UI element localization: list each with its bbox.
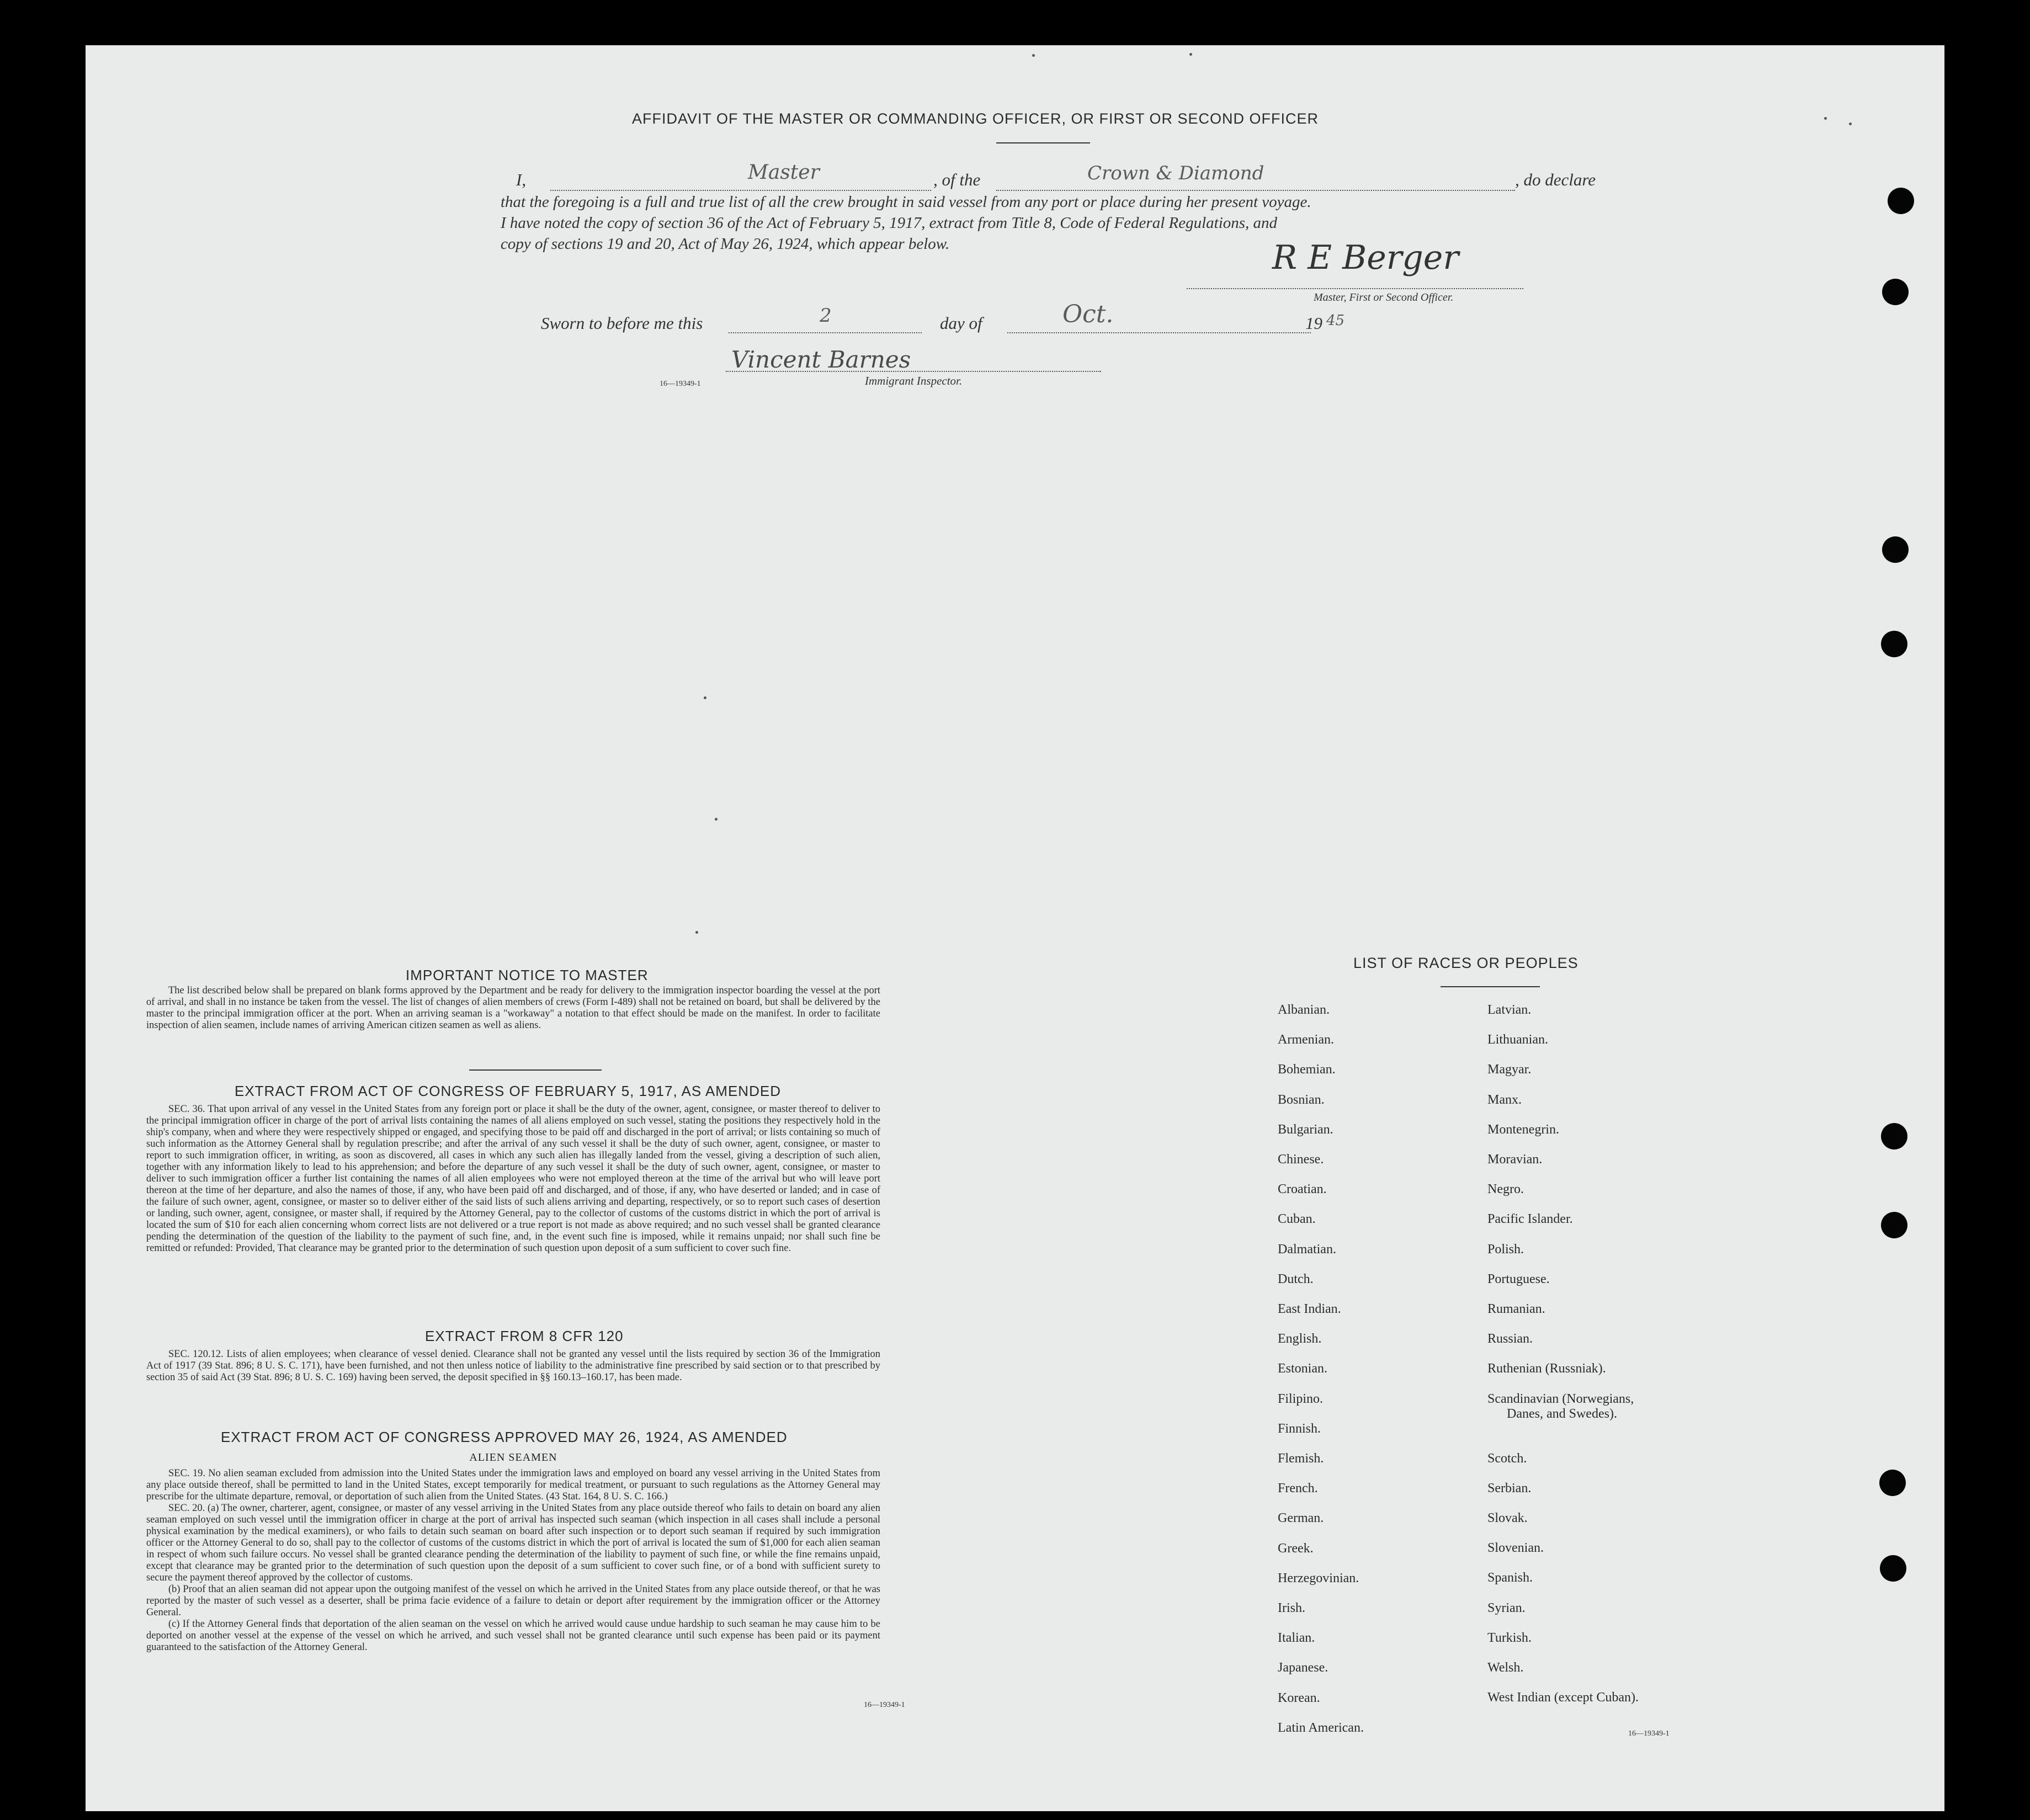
race-item: English. xyxy=(1278,1332,1322,1347)
year-prefix: 19 xyxy=(1305,313,1322,333)
sworn-month-handwritten: Oct. xyxy=(1062,300,1114,328)
race-item: Greek. xyxy=(1278,1541,1314,1556)
race-item: Syrian. xyxy=(1487,1600,1526,1615)
race-item: Slovenian. xyxy=(1487,1541,1544,1556)
races-title: LIST OF RACES OR PEOPLES xyxy=(1353,955,1579,971)
race-item: Pacific Islander. xyxy=(1487,1212,1573,1227)
notice-divider xyxy=(469,1069,602,1071)
race-item: Dalmatian. xyxy=(1278,1242,1336,1257)
race-item: Bulgarian. xyxy=(1278,1122,1333,1137)
form-number-bottom-right: 16—19349-1 xyxy=(1628,1729,1670,1738)
race-item: Spanish. xyxy=(1487,1571,1533,1585)
scan-speck xyxy=(715,818,718,821)
race-item: Welsh. xyxy=(1487,1661,1524,1675)
master-handwritten: Master xyxy=(748,161,820,184)
race-item: Russian. xyxy=(1487,1332,1533,1347)
title-divider xyxy=(996,142,1090,143)
race-item: Albanian. xyxy=(1278,1003,1330,1017)
race-item: Irish. xyxy=(1278,1601,1305,1615)
race-item: Bosnian. xyxy=(1278,1092,1325,1107)
affidavit-title: AFFIDAVIT OF THE MASTER OR COMMANDING OFFICER, OR FIRST OR SECOND OFFICER xyxy=(632,110,1319,127)
inspector-signature: Vincent Barnes xyxy=(731,346,911,373)
scan-speck xyxy=(1032,54,1035,57)
race-item: Korean. xyxy=(1278,1690,1320,1705)
name-underline xyxy=(550,190,931,191)
vessel-name-handwritten: Crown & Diamond xyxy=(1087,162,1264,184)
punch-hole xyxy=(1880,1555,1906,1582)
race-item: Chinese. xyxy=(1278,1152,1324,1167)
race-item: Dutch. xyxy=(1278,1271,1314,1286)
inspector-underline xyxy=(726,371,1101,372)
race-item: Herzegovinian. xyxy=(1278,1571,1359,1585)
extract-8cfr-text xyxy=(146,1349,880,1383)
extract-8cfr-title: EXTRACT FROM 8 CFR 120 xyxy=(425,1328,624,1344)
punch-hole xyxy=(1881,1123,1907,1150)
race-item: Filipino. xyxy=(1278,1391,1324,1406)
race-item: Lithuanian. xyxy=(1487,1033,1548,1047)
notice-title: IMPORTANT NOTICE TO MASTER xyxy=(406,967,649,983)
race-item: Estonian. xyxy=(1278,1361,1327,1376)
race-item: West Indian (except Cuban). xyxy=(1487,1690,1639,1705)
notice-text xyxy=(146,985,880,1031)
day-underline xyxy=(729,332,922,333)
race-item: Italian. xyxy=(1278,1631,1315,1646)
race-item: Croatian. xyxy=(1278,1182,1327,1197)
race-item: Scandinavian (Norwegians, xyxy=(1487,1391,1634,1406)
section-120-paragraph: SEC. 120.12. Lists of alien employees; when clearance of vessel denied. Clearance shall not be granted any vessel until the lists required by section 36 of the Immigration Act of 1917 (39 Stat. 896; 8 U. S. C. 171), have been furnished, and not then unless notice of liability to the administrative fine prescribed by said section or to that prescribed by section 35 of said Act (39 Stat. 896; 8 U. S. C. 169) having been served, the deposit specified in §§ 160.13–160.17, has been made. xyxy=(146,1349,880,1383)
of-the-text: , of the xyxy=(933,170,981,189)
race-item: Latin American. xyxy=(1278,1720,1364,1735)
section-36-paragraph: SEC. 36. That upon arrival of any vessel in the United States from any foreign port or place it shall be the duty of the owner, agent, consignee, or master thereof to deliver to the principal immigration officer in charge of the port of arrival lists containing the names of all aliens employed on such vessel, stating the positions they respectively hold in the ship's company, when and where they were respectively shipped or engaged, and specifying those to be paid off and discharged in the port of arrival; or lists containing so much of such information as the Attorney General shall by regulation prescribe; and after the arrival of any such vessel it shall be the duty of such owner, agent, consignee, or master to report to such immigration officer, in writing, as soon as discovered, all cases in which any such alien has illegally landed from the vessel, giving a description of such alien, together with any information likely to lead to his apprehension; and before the departure of any such vessel it shall be the duty of such owner, agent, consignee, or master to deliver to such immigration officer a further list containing the names of all alien employees who were not employed thereon at the time of the arrival but who will leave port thereon at the time of her departure, and also the names of those, if any, who have been paid off and discharged, and of those, if any, who have deserted or landed; and in case of the failure of such owner, agent, consignee, or master so to deliver either of the said lists of such aliens arriving and departing, respectively, or so to report such cases of desertion or landing, such owner, agent, consignee, or master shall, if required by the Attorney General, pay to the collector of customs of the customs district in which the port of arrival is located the sum of $10 for each alien concerning whom correct lists are not delivered or a true report is not made as above required; and no such vessel shall be granted clearance pending the determination of the question of the liability to the payment of such fine, and, in the event such fine is imposed, while it remains unpaid; nor shall such fine be remitted or refunded: Provided, That clearance may be granted prior to the determination of such question upon deposit of a sum sufficient to cover such fine. xyxy=(146,1104,880,1254)
race-item: Japanese. xyxy=(1278,1661,1328,1675)
race-item: Manx. xyxy=(1487,1092,1522,1107)
inspector-caption: Immigrant Inspector. xyxy=(865,374,963,387)
affidavit-i: I, xyxy=(516,170,527,189)
extract-1924-text xyxy=(146,1468,880,1653)
sworn-prefix: Sworn to before me this xyxy=(541,313,703,333)
punch-hole xyxy=(1882,279,1909,305)
race-item: Scotch. xyxy=(1487,1451,1527,1466)
scan-speck xyxy=(1824,117,1827,120)
punch-hole xyxy=(1881,1212,1907,1238)
race-item: Polish. xyxy=(1487,1242,1524,1257)
race-item: French. xyxy=(1278,1481,1318,1496)
day-of-text: day of xyxy=(940,313,982,333)
race-item: Negro. xyxy=(1487,1182,1524,1197)
race-item: Portuguese. xyxy=(1487,1271,1550,1286)
races-divider xyxy=(1441,986,1540,987)
race-item: East Indian. xyxy=(1278,1302,1341,1316)
signer-caption: Master, First or Second Officer. xyxy=(1314,291,1454,304)
master-signature: R E Berger xyxy=(1272,238,1459,277)
race-item: Montenegrin. xyxy=(1487,1122,1559,1137)
form-number-top: 16—19349-1 xyxy=(660,380,701,388)
month-underline xyxy=(1007,332,1311,333)
section-20c-paragraph: (c) If the Attorney General finds that deportation of the alien seaman on the vessel on which he arrived would cause undue hardship to such seaman he may cause him to be deported on another vessel at the expense of the vessel on which he arrived, and such vessel shall not be granted clearance until such expense has been paid or its payment guaranteed to the satisfaction of the Attorney General. xyxy=(146,1619,880,1653)
signature-underline xyxy=(1187,288,1523,289)
affidavit-line-3: I have noted the copy of section 36 of the Act of February 5, 1917, extract from Title 8, Code of Federal Regulations, and xyxy=(501,214,1278,232)
affidavit-line-4: copy of sections 19 and 20, Act of May 26, 1924, which appear below. xyxy=(501,235,950,253)
scan-speck xyxy=(704,696,706,699)
scan-speck xyxy=(1849,123,1852,125)
race-item: Rumanian. xyxy=(1487,1302,1545,1316)
notice-paragraph: The list described below shall be prepared on blank forms approved by the Department and be ready for delivery to the immigration inspector boarding the vessel at the port of arrival, and shall in no instance be taken from the vessel. The list of changes of alien members of crews (Form I-489) shall not be retained on board, but shall be delivered by the master to the principal immigration officer at the port. When an arriving seaman is a "workaway" a notation to that effect should be made on the manifest. In order to facilitate inspection of alien seamen, include names of arriving American citizen seamen as well as aliens. xyxy=(146,985,880,1031)
sworn-day-handwritten: 2 xyxy=(820,305,832,327)
race-item: Danes, and Swedes). xyxy=(1507,1406,1617,1421)
race-item: German. xyxy=(1278,1511,1324,1526)
punch-hole xyxy=(1879,1470,1906,1496)
affidavit-line-2: that the foregoing is a full and true list of all the crew brought in said vessel from any port or place during her present voyage. xyxy=(501,193,1311,211)
extract-1917-title: EXTRACT FROM ACT OF CONGRESS OF FEBRUARY 5, 1917, AS AMENDED xyxy=(235,1083,781,1099)
vessel-underline xyxy=(996,190,1515,191)
race-item: Armenian. xyxy=(1278,1033,1334,1047)
race-item: Serbian. xyxy=(1487,1481,1532,1496)
document-page xyxy=(86,45,1944,1811)
extract-1924-title: EXTRACT FROM ACT OF CONGRESS APPROVED MAY 26, 1924, AS AMENDED xyxy=(221,1429,788,1445)
scan-speck xyxy=(1189,53,1192,56)
alien-seamen-subtitle: ALIEN SEAMEN xyxy=(469,1451,557,1464)
punch-hole xyxy=(1881,631,1907,657)
punch-hole xyxy=(1888,188,1914,214)
punch-hole xyxy=(1882,536,1909,563)
race-item: Bohemian. xyxy=(1278,1062,1336,1077)
scan-speck xyxy=(695,931,698,934)
race-item: Flemish. xyxy=(1278,1451,1324,1466)
race-item: Magyar. xyxy=(1487,1062,1532,1077)
race-item: Turkish. xyxy=(1487,1630,1532,1645)
race-item: Finnish. xyxy=(1278,1421,1321,1436)
section-19-paragraph: SEC. 19. No alien seaman excluded from admission into the United States under the immigration laws and employed on board any vessel arriving in the United States from any place outside thereof, shall be permitted to land in the United States, except temporarily for medical treatment, or pursuant to such regulations as the Attorney General may prescribe for the ultimate departure, removal, or deportation of such alien from the United States. (43 Stat. 164, 8 U. S. C. 166.) xyxy=(146,1468,880,1502)
year-handwritten: 45 xyxy=(1326,312,1345,329)
race-item: Cuban. xyxy=(1278,1212,1316,1227)
race-item: Slovak. xyxy=(1487,1511,1528,1525)
extract-1917-text xyxy=(146,1104,880,1254)
race-item: Moravian. xyxy=(1487,1152,1543,1167)
race-item: Latvian. xyxy=(1487,1003,1532,1017)
do-declare-text: , do declare xyxy=(1515,170,1596,189)
section-20b-paragraph: (b) Proof that an alien seaman did not appear upon the outgoing manifest of the vessel on which he arrived in the United States from any place outside thereof, or that he was reported by the master of such vessel as a deserter, shall be prima facie evidence of a failure to detain or deport after requirement by the immigration officer or the Attorney General. xyxy=(146,1584,880,1618)
form-number-bottom-left: 16—19349-1 xyxy=(864,1701,905,1709)
section-20a-paragraph: SEC. 20. (a) The owner, charterer, agent, consignee, or master of any vessel arriving in the United States from any place outside thereof who fails to detain on board any alien seaman employed on such vessel until the immigration officer in charge at the port of arrival has inspected such seaman (which inspection in all cases shall include a personal physical examination by the medical examiners), or who fails to detain such seaman on board after such inspection or to deport such seaman if required by such immigration officer or the Attorney General to do so, shall pay to the collector of customs of the customs district in which the port of arrival is located the sum of $1,000 for each alien seaman in respect of whom such failure occurs. No vessel shall be granted clearance pending the determination of the liability to payment of such fine, or while the fine remains unpaid, except that clearance may be granted prior to the determination of such question upon the deposit of a sum sufficient to cover such fine, or of a bond with sufficient surety to secure the payment thereof approved by the collector of customs. xyxy=(146,1503,880,1583)
race-item: Ruthenian (Russniak). xyxy=(1487,1361,1606,1376)
